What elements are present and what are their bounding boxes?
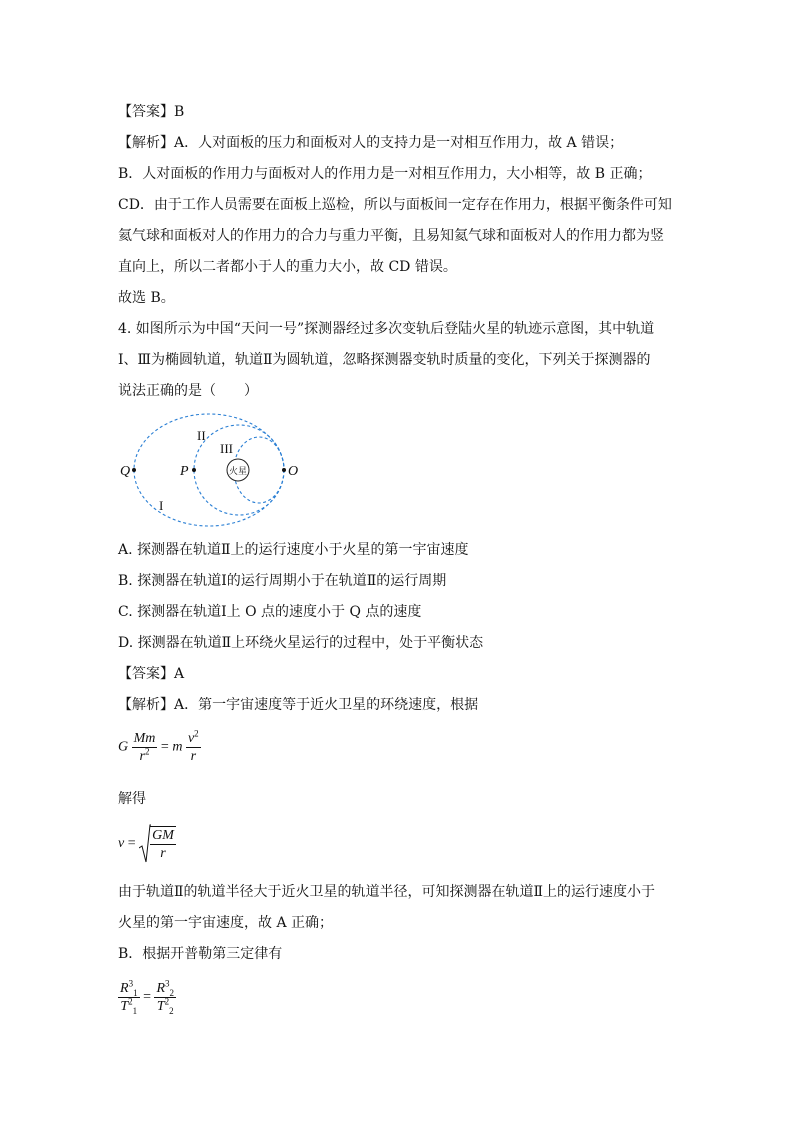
option-b: B. 探测器在轨道Ⅰ的运行周期小于在轨道Ⅱ的运行周期: [118, 573, 447, 589]
subscript: 2: [169, 987, 175, 998]
answer-label: 【答案】A: [118, 666, 185, 682]
subscript: 1: [132, 1005, 138, 1016]
denominator: [154, 998, 176, 1015]
label-II: II: [197, 428, 206, 443]
math-symbol: r: [139, 749, 145, 764]
answer-label: 【答案】B: [118, 104, 185, 120]
option-c: C. 探测器在轨道Ⅰ上 O 点的速度小于 Q 点的速度: [118, 604, 422, 620]
denominator: r: [160, 846, 166, 861]
question-text: 4. 如图所示为中国“天问一号”探测器经过多次变轨后登陆火星的轨迹示意图，其中轨道: [118, 321, 655, 337]
numerator: [154, 980, 176, 998]
equals-sign: =: [143, 989, 151, 1005]
fraction: [186, 730, 201, 765]
analysis-line: 【解析】A．第一宇宙速度等于近火卫星的环绕速度，根据: [118, 697, 479, 713]
denominator: r: [190, 749, 197, 764]
numerator: [186, 730, 201, 748]
label-P: P: [180, 464, 189, 479]
analysis-line: 直向上，所以二者都小于人的重力大小，故 CD 错误。: [118, 259, 457, 275]
numerator: GM: [152, 828, 174, 843]
numerator: Mm: [133, 731, 156, 746]
math-symbol: v: [118, 836, 125, 852]
question-text: 说法正确的是（ ）: [118, 383, 258, 399]
choice-conclusion: 故选 B。: [118, 290, 175, 306]
question-text: Ⅰ、Ⅲ为椭圆轨道，轨道Ⅱ为圆轨道，忽略探测器变轨时质量的变化，下列关于探测器的: [118, 352, 651, 368]
point-O: [282, 468, 286, 472]
label-III: III: [220, 441, 233, 456]
analysis-line: 氦气球和面板对人的作用力的合力与重力平衡，且易知氦气球和面板对人的作用力都为竖: [118, 228, 664, 244]
point-Q: [132, 468, 136, 472]
math-symbol: T: [120, 999, 129, 1014]
subscript: 1: [133, 987, 138, 998]
exponent: 2: [164, 996, 170, 1007]
analysis-line: 火星的第一宇宙速度，故 A 正确；: [118, 915, 334, 931]
denominator: [132, 748, 158, 765]
label-O: O: [288, 464, 299, 479]
analysis-line: CD．由于工作人员需要在面板上巡检，所以与面板间一定存在作用力，根据平衡条件可知: [118, 197, 672, 213]
analysis-line: 由于轨道Ⅱ的轨道半径大于近火卫星的轨道半径，可知探测器在轨道Ⅱ上的运行速度小于: [118, 884, 656, 900]
math-symbol: G: [118, 739, 129, 755]
solve-label: 解得: [118, 791, 146, 807]
analysis-line: 【解析】A．人对面板的压力和面板对人的支持力是一对相互作用力，故 A 错误；: [118, 135, 624, 151]
math-symbol: v: [187, 731, 195, 746]
kepler-equation: [118, 980, 176, 1015]
math-symbol: m: [172, 739, 183, 755]
velocity-equation: [118, 824, 176, 864]
fraction: [154, 980, 176, 1015]
denominator: [118, 998, 140, 1015]
fraction: [150, 826, 176, 862]
analysis-line: B．人对面板的作用力与面板对人的作用力是一对相互作用力，大小相等，故 B 正确；: [118, 166, 652, 182]
equals-sign: =: [127, 836, 136, 852]
point-P: [192, 468, 196, 472]
exponent: 2: [144, 746, 150, 757]
subscript: 2: [169, 1005, 174, 1016]
exponent: 2: [194, 728, 199, 739]
label-Q: Q: [120, 464, 131, 479]
orbit-diagram: [112, 412, 312, 530]
fraction: [132, 730, 158, 765]
equals-sign: =: [160, 739, 169, 755]
fraction: [118, 980, 140, 1015]
math-symbol: R: [120, 981, 129, 996]
math-symbol: R: [156, 981, 166, 996]
exponent: 3: [165, 978, 170, 989]
exponent: 3: [128, 978, 134, 989]
analysis-line: B．根据开普勒第三定律有: [118, 946, 283, 962]
orbit-I-ellipse: [134, 414, 284, 526]
gravity-equation: [118, 730, 201, 765]
option-a: A. 探测器在轨道Ⅱ上的运行速度小于火星的第一宇宙速度: [118, 542, 469, 558]
math-symbol: T: [156, 999, 165, 1014]
numerator: [118, 980, 140, 998]
label-I: I: [159, 498, 164, 513]
mars-label: 火星: [228, 466, 248, 476]
option-d: D. 探测器在轨道Ⅱ上环绕火星运行的过程中，处于平衡状态: [118, 635, 484, 651]
exponent: 2: [128, 996, 133, 1007]
